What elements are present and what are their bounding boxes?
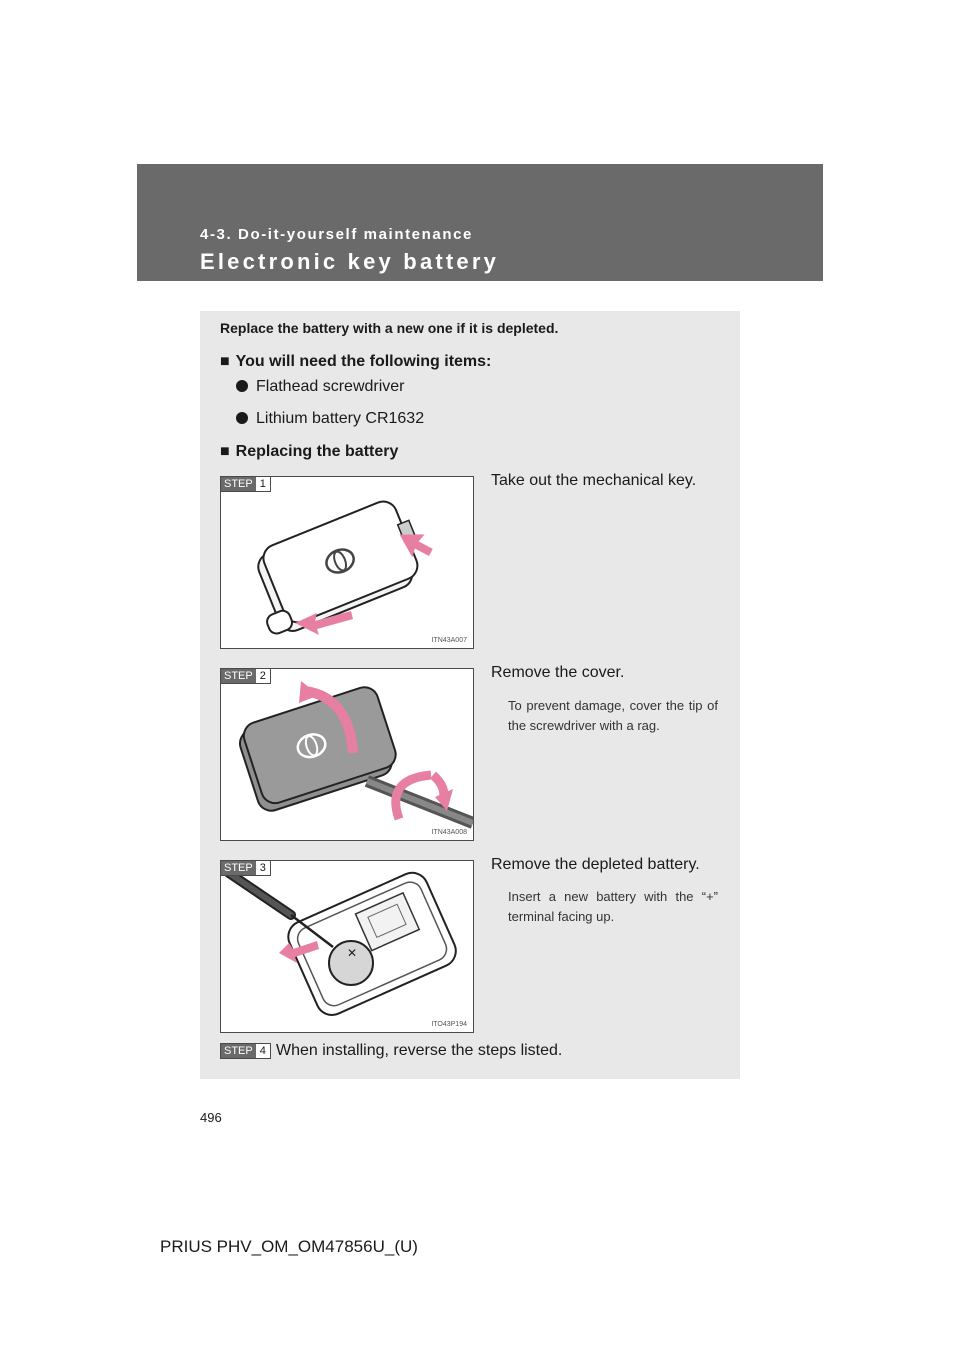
- page-title: Electronic key battery: [200, 249, 500, 274]
- step-2-note: To prevent damage, cover the tip of the screwdriver with a rag.: [508, 698, 718, 733]
- items-heading: ■ You will need the following items:: [220, 353, 492, 370]
- step-2-badge: STEP 2: [220, 668, 271, 684]
- intro-text: Replace the battery with a new one if it is depleted.: [220, 320, 559, 336]
- bullet-icon: [236, 412, 248, 424]
- document-code: PRIUS PHV_OM_OM47856U_(U): [160, 1237, 418, 1256]
- item-screwdriver: Flathead screwdriver: [236, 378, 405, 396]
- step-3-text: Remove the depleted battery.: [491, 856, 700, 873]
- step-4-badge: STEP 4: [220, 1043, 271, 1059]
- step-1-badge: STEP 1: [220, 476, 271, 492]
- figure-id: ITO43P194: [431, 1021, 467, 1028]
- square-bullet-icon: ■: [220, 443, 230, 460]
- step-3-illustration: [220, 860, 474, 1033]
- svg-text:✕: ✕: [347, 946, 358, 960]
- key-fob-remove-key-icon: [221, 477, 473, 648]
- item-battery: Lithium battery CR1632: [236, 410, 424, 428]
- step-2-illustration: [220, 668, 474, 841]
- key-fob-remove-cover-icon: [221, 669, 473, 840]
- step-3-note: Insert a new battery with the “+” terminal facing up.: [508, 889, 718, 924]
- bullet-icon: [236, 380, 248, 392]
- step-4-text: When installing, reverse the steps listed.: [276, 1042, 563, 1059]
- figure-id: ITN43A007: [431, 637, 467, 644]
- figure-id: ITN43A008: [431, 829, 467, 836]
- step-2-text: Remove the cover.: [491, 664, 625, 681]
- square-bullet-icon: ■: [220, 353, 230, 370]
- step-1-text: Take out the mechanical key.: [491, 472, 697, 489]
- section-label: 4-3. Do-it-yourself maintenance: [200, 226, 473, 243]
- step-1-illustration: [220, 476, 474, 649]
- step-3-badge: STEP 3: [220, 860, 271, 876]
- key-fob-battery-icon: [221, 861, 473, 1032]
- page-number: 496: [200, 1110, 222, 1125]
- replacing-heading: ■ Replacing the battery: [220, 443, 399, 460]
